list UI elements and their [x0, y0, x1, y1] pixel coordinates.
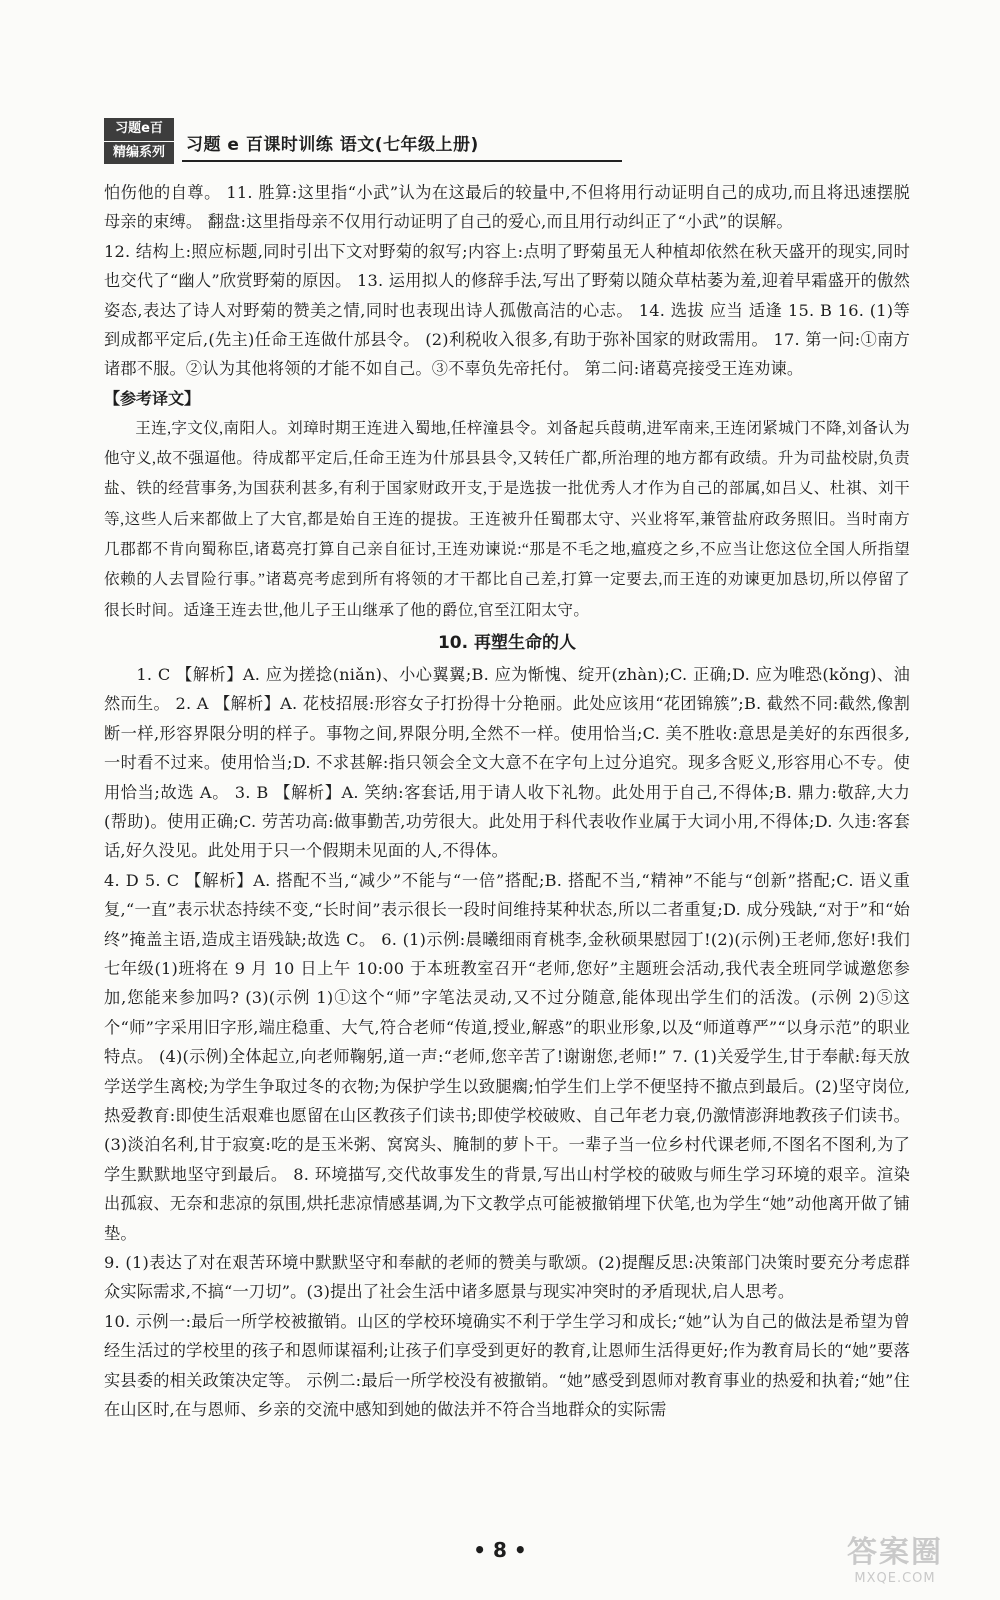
- page-number: • 8 •: [473, 1538, 527, 1562]
- answer-paragraph: 1. C 【解析】A. 应为搓捻(niǎn)、小心翼翼;B. 应为惭愧、绽开(zhàn);C. 正确;D. 应为唯恐(kǒng)、油然而生。 2. A 【解析】A. 花枝招展:形容女子打扮得十分艳丽。此处应该用“花团锦簇”;B. 截然不同:截然,像割断一样,形容界限分明的样子。事物之间,界限分明,全然不一样。使用恰当;C. 美不胜收:意思是美好的东西很多,一时看不过来。使用恰当;D. 不求甚解:指只领会全文大意不在字句上过分追究。现多含贬义,形容用心不专。使用恰当;故选 A。 3. B 【解析】A. 笑纳:客套话,用于请人收下礼物。此处用于自己,不得体;B. 鼎力:敬辞,大力(帮助)。使用正确;C. 劳苦功高:做事勤苦,功劳很大。此处用于科代表收作业属于大词小用,不得体;D. 久违:客套话,好久没见。此处用于只一个假期未见面的人,不得体。: [104, 664, 910, 861]
- series-badge: [104, 118, 174, 164]
- header-rule: [182, 160, 622, 162]
- series-badge-top: 习题e百: [104, 118, 174, 142]
- series-badge-bottom: 精编系列: [112, 145, 165, 160]
- watermark-logo: [815, 1535, 975, 1595]
- page-header: [104, 118, 524, 168]
- answer-paragraph: 12. 结构上:照应标题,同时引出下文对野菊的叙写;内容上:点明了野菊虽无人种植却依然在秋天盛开的现实,同时也交代了“幽人”欣赏野菊的原因。 13. 运用拟人的修辞手法,写出了野菊以随众草枯萎为羞,迎着早霜盛开的傲然姿态,表达了诗人对野菊的赞美之情,同时也表现出诗人孤傲高洁的心志。 14. 选拔 应当 适逢 15. B 16. (1)等到成都平定后,(先主)任命王连做什邡县令。 (2)利税收入很多,有助于弥补国家的财政需用。 17. 第一问:①南方诸郡不服。②认为其他将领的才能不如自己。③不辜负先帝托付。 第二问:诸葛亮接受王连劝谏。: [104, 241, 910, 379]
- section-title: 10. 再塑生命的人: [437, 632, 577, 653]
- header-title: 习题 e 百课时训练 语文(七年级上册): [186, 135, 479, 155]
- watermark-line1: 答案圈: [847, 1535, 943, 1570]
- reference-translation: 王连,字文仪,南阳人。刘璋时期王连进入蜀地,任梓潼县令。刘备起兵葭萌,进军南来,王连闭紧城门不降,刘备认为他守义,故不强逼他。待成都平定后,任命王连为什邡县县令,又转任广都,所治理的地方都有政绩。升为司盐校尉,负责盐、铁的经营事务,为国获利甚多,有利于国家财政开支,于是选拔一批优秀人才作为自己的部属,如吕乂、杜祺、刘干等,这些人后来都做上了大官,都是始自王连的提拔。王连被升任蜀郡太守、兴业将军,兼管盐府政务照旧。当时南方几郡都不肯向蜀称臣,诸葛亮打算自己亲自征讨,王连劝谏说:“那是不毛之地,瘟疫之乡,不应当让您这位全国人所指望依赖的人去冒险行事。”诸葛亮考虑到所有将领的才干都比自己差,打算一定要去,而王连的劝谏更加恳切,所以停留了很长时间。适逢王连去世,他儿子王山继承了他的爵位,官至江阳太守。: [104, 419, 910, 619]
- answer-paragraph: 10. 示例一:最后一所学校被撤销。山区的学校环境确实不利于学生学习和成长;“她”认为自己的做法是希望为曾经生活过的学校里的孩子和恩师谋福利;让孩子们享受到更好的教育,让恩师生活得更好;作为教育局长的“她”要落实县委的相关政策决定等。 示例二:最后一所学校没有被撤销。“她”感受到恩师对教育事业的热爱和执着;“她”住在山区时,在与恩师、乡亲的交流中感知到她的做法并不符合当地群众的实际需: [104, 1311, 910, 1420]
- watermark-line2: MXQE.COM: [854, 1571, 936, 1586]
- reference-heading: 【参考译文】: [104, 388, 201, 408]
- answer-paragraph: 4. D 5. C 【解析】A. 搭配不当,“减少”不能与“一倍”搭配;B. 搭配不当,“精神”不能与“创新”搭配;C. 语义重复,“一直”表示状态持续不变,“长时间”表示很长一段时间维持某种状态,所以二者重复;D. 成分残缺,“对于”和“始终”掩盖主语,造成主语残缺;故选 C。 6. (1)示例:晨曦细雨育桃李,金秋硕果慰园丁!(2)(示例)王老师,您好!我们七年级(1)班将在 9 月 10 日上午 10:00 于本班教室召开“老师,您好”主题班会活动,我代表全班同学诚邀您参加,您能来参加吗? (3)(示例 1)①这个“师”字笔法灵动,又不过分随意,能体现出学生们的活泼。(示例 2)⑤这个“师”字采用旧字形,端庄稳重、大气,符合老师“传道,授业,解惑”的职业形象,以及“师道尊严”“以身示范”的职业特点。 (4)(示例)全体起立,向老师鞠躬,道一声:“老师,您辛苦了!谢谢您,老师!” 7. (1)关爱学生,甘于奉献:每天放学送学生离校;为学生争取过冬的衣物;为保护学生以致腿瘸;怕学生们上学不便坚持不撤点到最后。(2)坚守岗位,热爱教育:即使生活艰难也愿留在山区教孩子们读书;即使学校破败、自己年老力衰,仍激情澎湃地教孩子们读书。(3)淡泊名利,甘于寂寞:吃的是玉米粥、窝窝头、腌制的萝卜干。一辈子当一位乡村代课老师,不图名不图利,为了学生默默地坚守到最后。 8. 环境描写,交代故事发生的背景,写出山村学校的破败与师生学习环境的艰辛。渲染出孤寂、无奈和悲凉的氛围,烘托悲凉情感基调,为下文教学点可能被撤销埋下伏笔,也为学生“她”动他离开做了铺垫。: [104, 870, 910, 1243]
- page-content: [104, 178, 910, 1424]
- answer-paragraph: 9. (1)表达了对在艰苦环境中默默坚守和奉献的老师的赞美与歌颂。(2)提醒反思:决策部门决策时要充分考虑群众实际需求,不搞“一刀切”。(3)提出了社会生活中诸多愿景与现实冲突时的矛盾现状,启人思考。: [104, 1253, 910, 1302]
- answer-paragraph: 怕伤他的自尊。 11. 胜算:这里指“小武”认为在这最后的较量中,不但将用行动证明自己的成功,而且将迅速摆脱母亲的束缚。 翻盘:这里指母亲不仅用行动证明了自己的爱心,而且用行动纠正了“小武”的误解。: [104, 183, 910, 232]
